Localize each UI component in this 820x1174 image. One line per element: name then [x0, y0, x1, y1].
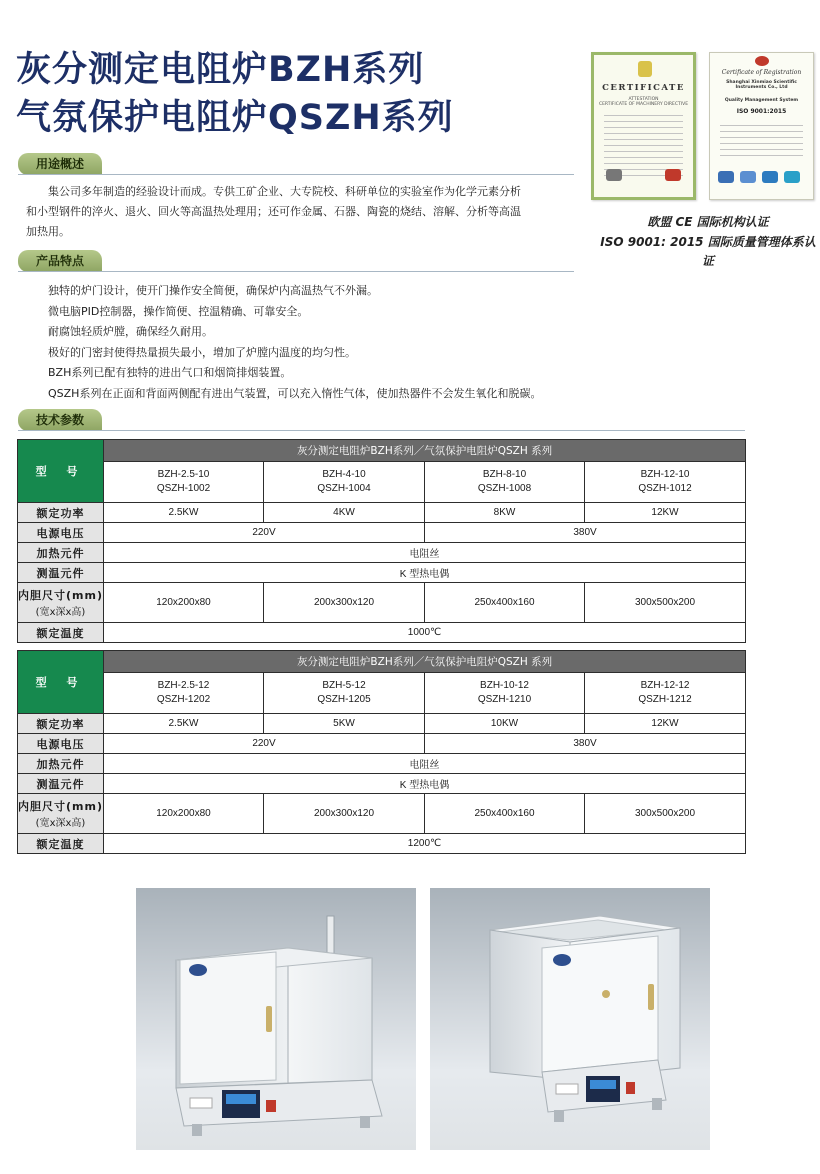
certification-mark-icon [784, 171, 800, 183]
row-label-temp: 额定温度 [18, 834, 104, 854]
power-cell: 2.5KW [104, 503, 264, 523]
chamber-cell: 200x300x120 [264, 583, 425, 623]
feature-item: 微电脑PID控制器，操作简便、控温精确、可靠安全。 [48, 304, 309, 318]
feature-item: 耐腐蚀轻质炉膛，确保经久耐用。 [48, 325, 213, 338]
temp-cell: 1200℃ [104, 834, 746, 854]
crest-icon [638, 61, 652, 77]
row-label-power: 额定功率 [18, 714, 104, 734]
power-cell: 2.5KW [104, 714, 264, 734]
power-cell: 12KW [585, 714, 746, 734]
row-label-thermo: 测温元件 [18, 563, 104, 583]
feature-item: 独特的炉门设计，使开门操作安全简便，确保炉内高温热气不外漏。 [48, 284, 378, 297]
temp-cell: 1000℃ [104, 623, 746, 643]
chamber-cell: 250x400x160 [425, 583, 585, 623]
row-label-voltage: 电源电压 [18, 734, 104, 754]
ce-mark-icon [606, 169, 622, 181]
row-label-chamber: 内胆尺寸(mm) (宽x深x高) [18, 794, 104, 834]
section-divider [18, 174, 574, 175]
feature-item: QSZH系列在正面和背面两侧配有进出气装置，可以充入惰性气体，使加热器件不会发生氧化和脱碳。 [48, 386, 542, 400]
power-cell: 4KW [264, 503, 425, 523]
section-divider [18, 430, 745, 431]
spec-table-1200 [17, 650, 746, 854]
row-label-chamber: 内胆尺寸(mm) (宽x深x高) [18, 583, 104, 623]
ce-certificate-subtitle: ATTESTATION CERTIFICATE OF MACHINERY DIRECTIVE [598, 97, 689, 107]
model-cell: BZH-4-10 QSZH-1004 [264, 462, 425, 503]
iso-company-name: Shanghai Xinmiao Scientific Instruments Co., Ltd [726, 80, 797, 90]
model-cell: BZH-2.5-12 QSZH-1202 [104, 673, 264, 714]
ce-certificate-title: CERTIFICATE [602, 83, 685, 93]
certificate-text-lines [720, 125, 803, 161]
voltage-cell: 380V [425, 734, 746, 754]
iso-system-name: Quality Management System [724, 98, 799, 103]
section-tab-specs: 技术参数 [18, 409, 102, 431]
thermo-cell: K 型热电偶 [104, 563, 746, 583]
row-label-heating: 加热元件 [18, 543, 104, 563]
tqcsi-logo-icon [755, 56, 769, 66]
furnace-photo-qszh [430, 888, 710, 1150]
section-divider [18, 271, 574, 272]
model-cell: BZH-2.5-10 QSZH-1002 [104, 462, 264, 503]
chamber-cell: 250x400x160 [425, 794, 585, 834]
acb-icon [762, 171, 778, 183]
heating-cell: 电阻丝 [104, 543, 746, 563]
jas-anz-icon [718, 171, 734, 183]
ce-certificate-image [591, 52, 696, 200]
model-cell: BZH-12-12 QSZH-1212 [585, 673, 746, 714]
usage-paragraph [26, 182, 556, 242]
section-tab-usage: 用途概述 [18, 153, 102, 175]
voltage-cell: 220V [104, 523, 425, 543]
iso-certificate-image [709, 52, 814, 200]
model-cell: BZH-5-12 QSZH-1205 [264, 673, 425, 714]
spec-table-1000 [17, 439, 746, 643]
row-label-thermo: 测温元件 [18, 774, 104, 794]
power-cell: 10KW [425, 714, 585, 734]
iso-certificate-title: Certificate of Registration [721, 69, 802, 76]
furnace-photo-bzh [136, 888, 416, 1150]
row-label-model: 型 号 [18, 440, 104, 503]
table-header: 灰分测定电阻炉BZH系列／气氛保护电阻炉QSZH 系列 [104, 651, 746, 673]
model-cell: BZH-12-10 QSZH-1012 [585, 462, 746, 503]
row-label-heating: 加热元件 [18, 754, 104, 774]
iso-standard: ISO 9001:2015 [736, 108, 787, 115]
chamber-cell: 300x500x200 [585, 583, 746, 623]
chamber-cell: 120x200x80 [104, 583, 264, 623]
chamber-cell: 120x200x80 [104, 794, 264, 834]
power-cell: 5KW [264, 714, 425, 734]
table-header: 灰分测定电阻炉BZH系列／气氛保护电阻炉QSZH 系列 [104, 440, 746, 462]
usage-line: 和小型钢件的淬火、退火、回火等高温热处理用；还可作金属、石器、陶瓷的烧结、溶解、分析等高温 [26, 205, 521, 218]
page-title-bzh: 灰分测定电阻炉BZH系列 [16, 50, 425, 90]
heating-cell: 电阻丝 [104, 754, 746, 774]
row-label-temp: 额定温度 [18, 623, 104, 643]
ce-caption: 欧盟 CE 国际机构认证 [647, 215, 769, 229]
power-cell: 8KW [425, 503, 585, 523]
iso-caption: ISO 9001: 2015 国际质量管理体系认证 [600, 235, 816, 268]
voltage-cell: 220V [104, 734, 425, 754]
chamber-cell: 200x300x120 [264, 794, 425, 834]
feature-item: 极好的门密封使得热量损失最小，增加了炉膛内温度的均匀性。 [48, 345, 356, 359]
feature-item: BZH系列已配有独特的进出气口和烟筒排烟装置。 [48, 366, 292, 379]
usage-line: 集公司多年制造的经验设计而成。专供工矿企业、大专院校、科研单位的实验室作为化学元素分析 [48, 185, 521, 198]
row-label-power: 额定功率 [18, 503, 104, 523]
features-list [48, 281, 541, 404]
stamp-icon [665, 169, 681, 181]
usage-line: 加热用。 [26, 225, 70, 238]
page-title-qszh: 气氛保护电阻炉QSZH系列 [16, 98, 454, 138]
model-cell: BZH-8-10 QSZH-1008 [425, 462, 585, 503]
section-tab-features: 产品特点 [18, 250, 102, 272]
iaf-icon [740, 171, 756, 183]
thermo-cell: K 型热电偶 [104, 774, 746, 794]
model-cell: BZH-10-12 QSZH-1210 [425, 673, 585, 714]
voltage-cell: 380V [425, 523, 746, 543]
chamber-cell: 300x500x200 [585, 794, 746, 834]
power-cell: 12KW [585, 503, 746, 523]
row-label-voltage: 电源电压 [18, 523, 104, 543]
row-label-model: 型 号 [18, 651, 104, 714]
